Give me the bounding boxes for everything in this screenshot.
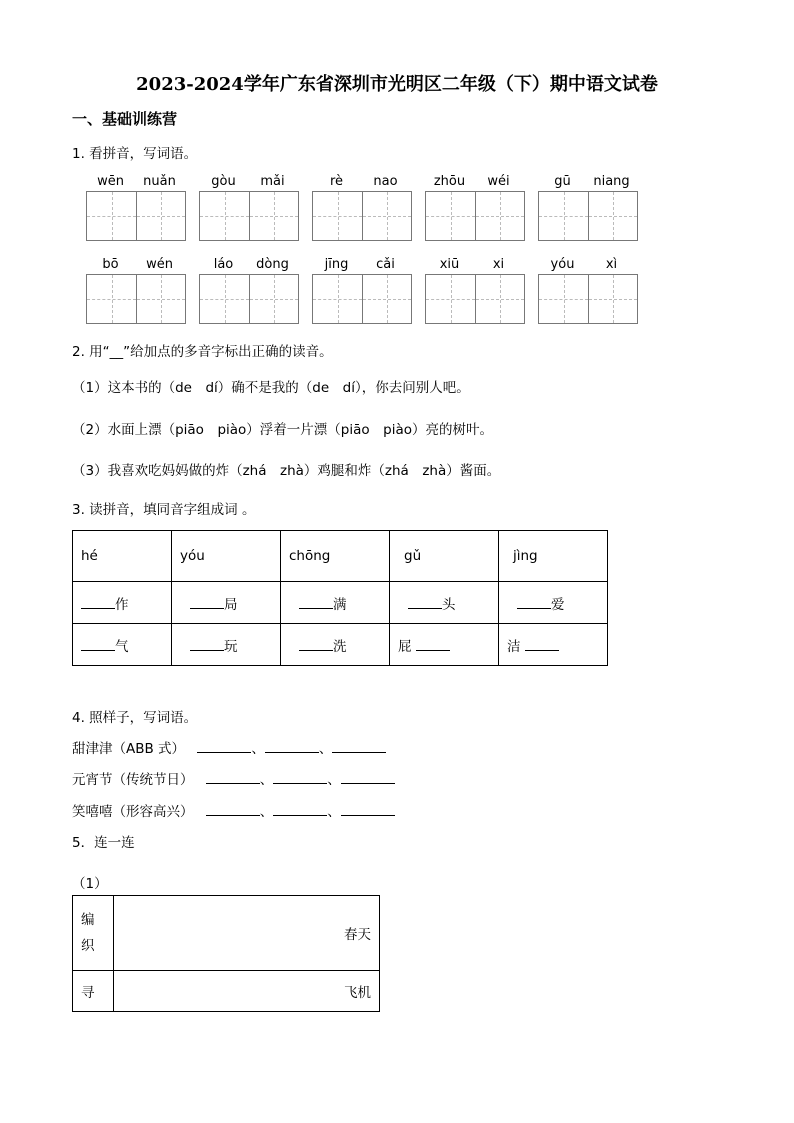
character-cell[interactable] — [426, 275, 475, 323]
question-3-prompt: 3. 读拼音，填同音字组成词 。 — [72, 502, 256, 518]
pinyin-label: cǎi — [376, 257, 395, 272]
right-word[interactable]: 春天 — [114, 896, 380, 971]
tianzige-grid[interactable] — [425, 191, 525, 241]
question-2-prompt: 2. 用“__”给加点的多音字标出正确的读音。 — [72, 344, 333, 360]
character-cell[interactable] — [362, 192, 411, 240]
question-2-item: （3）我喜欢吃妈妈做的炸（zhá zhà）鸡腿和炸（zhá zhà）酱面。 — [72, 463, 501, 479]
pinyin-label: bō — [102, 257, 119, 272]
character-cell[interactable] — [588, 275, 637, 323]
pinyin-label: xi — [492, 257, 505, 272]
pinyin-label: rè — [329, 174, 344, 189]
character-cell[interactable] — [362, 275, 411, 323]
question-2-item: （2）水面上漂（piāo piào）浮着一片漂（piāo piào）亮的树叶。 — [72, 422, 493, 438]
homophone-table — [72, 530, 608, 666]
answer-blank[interactable] — [206, 815, 260, 816]
question-5-prompt: 5．连一连 — [72, 835, 135, 851]
character-cell[interactable] — [136, 275, 185, 323]
question-4-line: 甜津津（ABB 式） 、 、 — [72, 737, 386, 757]
character-cell[interactable] — [249, 192, 298, 240]
pinyin-label: láo — [213, 257, 234, 272]
character-cell[interactable] — [200, 275, 249, 323]
answer-blank[interactable] — [341, 783, 395, 784]
answer-blank[interactable] — [341, 815, 395, 816]
pinyin-label: zhōu — [433, 174, 466, 189]
fill-cell[interactable]: 头 — [390, 582, 499, 624]
tianzige-grid[interactable] — [312, 191, 412, 241]
tianzige-grid[interactable] — [538, 191, 638, 241]
pinyin-header-cell: yóu — [172, 531, 281, 582]
pinyin-label: jīng — [324, 257, 349, 272]
pinyin-label: wēn — [97, 174, 124, 189]
fill-cell[interactable]: 局 — [172, 582, 281, 624]
pinyin-label: wéi — [487, 174, 510, 189]
pinyin-label: xì — [605, 257, 618, 272]
left-word[interactable]: 编织 — [73, 896, 114, 971]
character-cell[interactable] — [475, 275, 524, 323]
fill-cell[interactable]: 玩 — [172, 624, 281, 666]
tianzige-grid[interactable] — [538, 274, 638, 324]
answer-blank[interactable] — [197, 752, 251, 753]
pinyin-label: xiū — [439, 257, 460, 272]
question-4-line: 笑嘻嘻（形容高兴） 、 、 — [72, 800, 395, 820]
pinyin-header-cell: gǔ — [390, 531, 499, 582]
fill-cell[interactable]: 满 — [281, 582, 390, 624]
question-5-sub: （1） — [72, 876, 108, 892]
pinyin-label: gòu — [211, 174, 236, 189]
character-cell[interactable] — [136, 192, 185, 240]
fill-cell[interactable]: 气 — [73, 624, 172, 666]
tianzige-grid[interactable] — [425, 274, 525, 324]
character-cell[interactable] — [475, 192, 524, 240]
tianzige-grid[interactable] — [86, 191, 186, 241]
answer-blank[interactable] — [332, 752, 386, 753]
character-cell[interactable] — [87, 192, 136, 240]
character-cell[interactable] — [87, 275, 136, 323]
character-cell[interactable] — [313, 275, 362, 323]
pinyin-header-cell: chōng — [281, 531, 390, 582]
pinyin-label: nao — [373, 174, 398, 189]
section-heading: 一、基础训练营 — [72, 110, 178, 128]
fill-cell[interactable]: 爱 — [499, 582, 608, 624]
pinyin-header-cell: jìng — [499, 531, 608, 582]
character-cell[interactable] — [588, 192, 637, 240]
character-cell[interactable] — [539, 275, 588, 323]
page-title: 2023-2024学年广东省深圳市光明区二年级（下）期中语文试卷 — [136, 74, 658, 95]
fill-cell[interactable]: 洗 — [281, 624, 390, 666]
tianzige-grid[interactable] — [86, 274, 186, 324]
character-cell[interactable] — [426, 192, 475, 240]
question-2-item: （1）这本书的（de dí）确不是我的（de dí），你去问别人吧。 — [72, 380, 470, 396]
character-cell[interactable] — [313, 192, 362, 240]
answer-blank[interactable] — [265, 752, 319, 753]
question-4-prompt: 4. 照样子，写词语。 — [72, 710, 198, 726]
pinyin-label: gū — [554, 174, 571, 189]
question-1-prompt: 1. 看拼音，写词语。 — [72, 146, 198, 162]
right-word[interactable]: 飞机 — [114, 971, 380, 1012]
question-4-line: 元宵节（传统节日） 、 、 — [72, 768, 395, 788]
left-word[interactable]: 寻 — [73, 971, 114, 1012]
matching-table — [72, 895, 380, 1012]
pinyin-label: nuǎn — [143, 174, 176, 189]
character-cell[interactable] — [200, 192, 249, 240]
fill-cell[interactable]: 洁 — [499, 624, 608, 666]
character-cell[interactable] — [249, 275, 298, 323]
pinyin-label: dòng — [256, 257, 289, 272]
fill-cell[interactable]: 作 — [73, 582, 172, 624]
pinyin-label: wén — [146, 257, 173, 272]
character-cell[interactable] — [539, 192, 588, 240]
fill-cell[interactable]: 屁 — [390, 624, 499, 666]
pinyin-label: yóu — [550, 257, 575, 272]
tianzige-grid[interactable] — [199, 274, 299, 324]
tianzige-grid[interactable] — [312, 274, 412, 324]
answer-blank[interactable] — [273, 783, 327, 784]
pinyin-label: mǎi — [260, 174, 285, 189]
answer-blank[interactable] — [206, 783, 260, 784]
answer-blank[interactable] — [273, 815, 327, 816]
tianzige-grid[interactable] — [199, 191, 299, 241]
pinyin-label: niang — [593, 174, 630, 189]
pinyin-header-cell: hé — [73, 531, 172, 582]
